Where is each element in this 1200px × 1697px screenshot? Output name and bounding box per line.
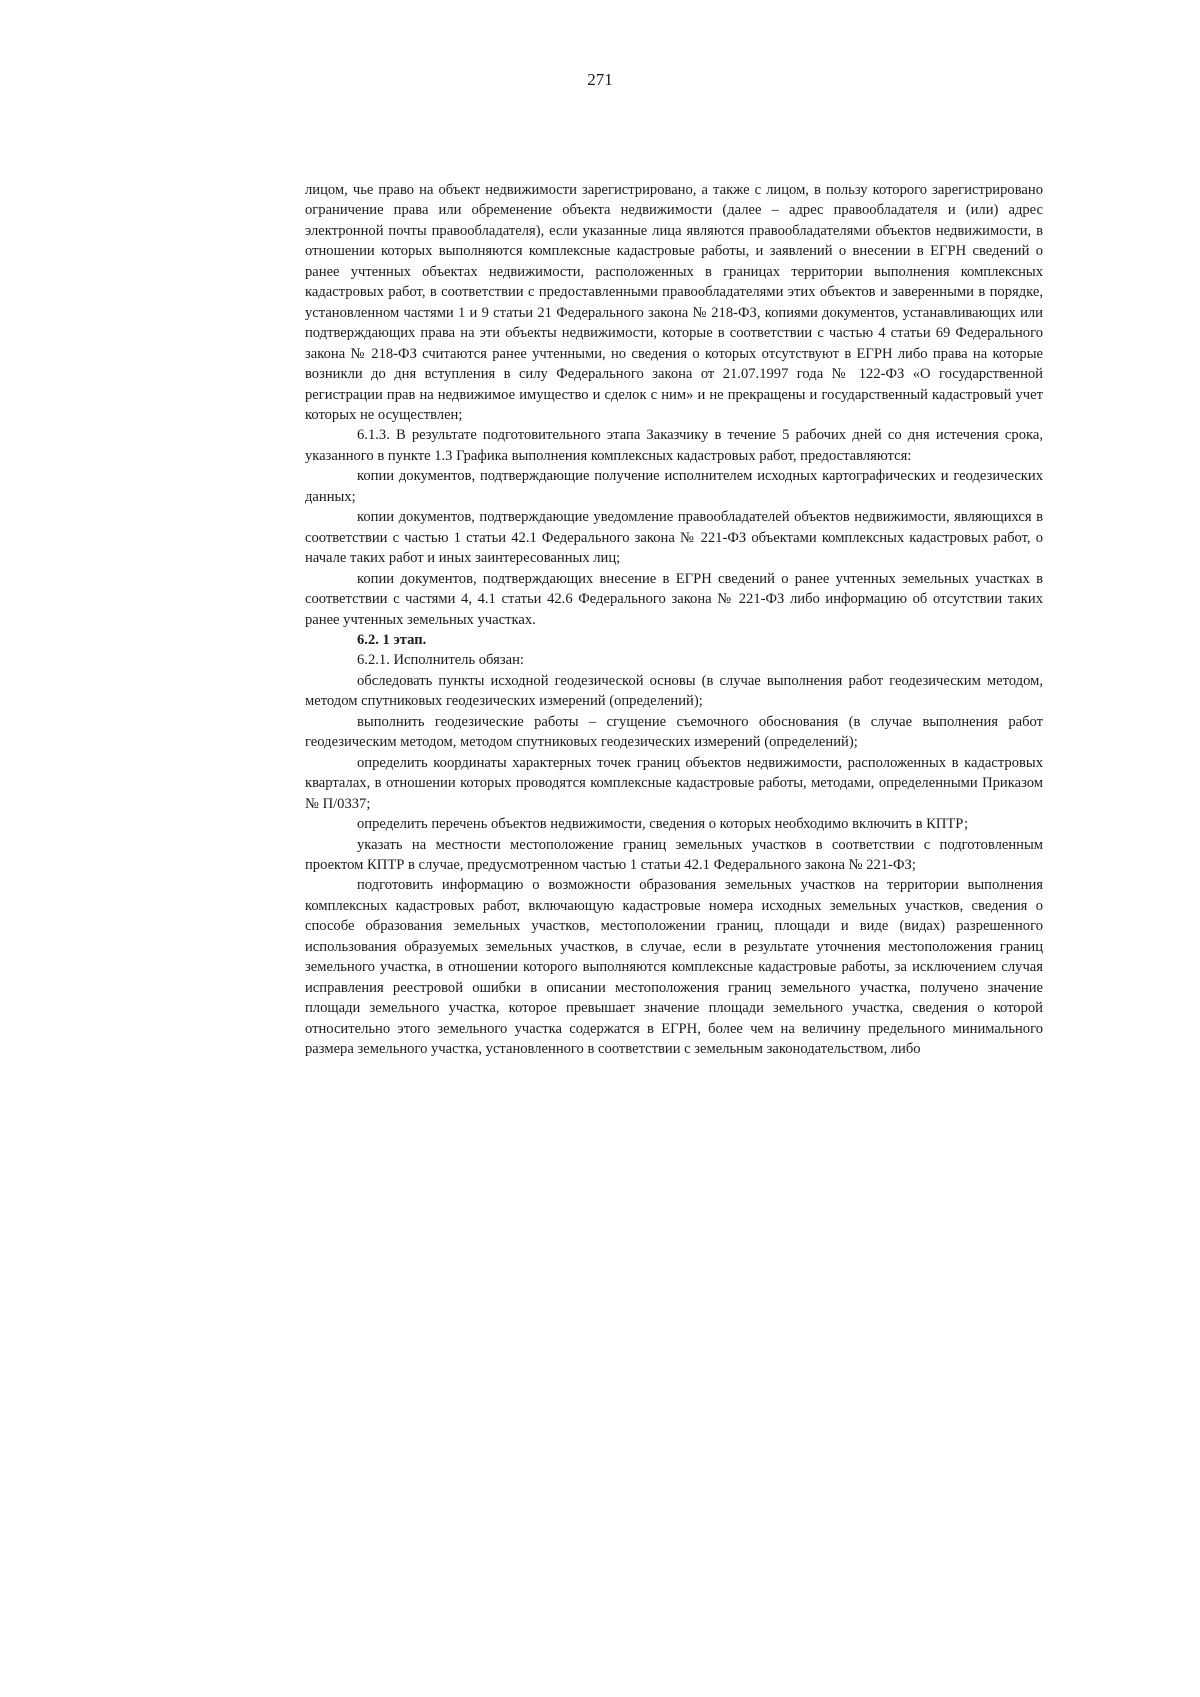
paragraph-item: копии документов, подтверждающих внесение в ЕГРН сведений о ранее учтенных земельных участках в соответствии с частями 4, 4.1 статьи 42.6 Федерального закона № 221-ФЗ либо информацию об отсутствии таких ранее учтенных земельных участках. xyxy=(305,570,1043,628)
paragraph-item: выполнить геодезические работы – сгущение съемочного обоснования (в случае выполнения работ геодезическим методом, методом спутниковых геодезических измерений (определений); xyxy=(305,713,1043,751)
section-heading-6-2: 6.2. 1 этап. xyxy=(357,631,427,648)
document-body xyxy=(305,180,1043,1059)
paragraph-continuation: лицом, чье право на объект недвижимости зарегистрировано, а также с лицом, в пользу которого зарегистрировано ограничение права или обременение объекта недвижимости (далее – адрес правообладателя и (или) адрес электронной почты правообладателя), если указанные лица являются правообладателями объектов недвижимости, в отношении которых выполняются комплексные кадастровые работы, и заявлений о внесении в ЕГРН сведений о ранее учтенных объектах недвижимости, расположенных в границах территории выполнения комплексных кадастровых работ, в соответствии с предоставленными правообладателями этих объектов и заверенными в порядке, установленном частями 1 и 9 статьи 21 Федерального закона № 218-ФЗ, копиями документов, устанавливающих или подтверждающих права на эти объекты недвижимости, которые в соответствии с частью 4 статьи 69 Федерального закона № 218-ФЗ считаются ранее учтенными, но сведения о которых отсутствуют в ЕГРН либо права на которые возникли до дня вступления в силу Федерального закона от 21.07.1997 года № 122-ФЗ «О государственной регистрации прав на недвижимое имущество и сделок с ним» и не прекращены и государственный кадастровый учет которых не осуществлен; xyxy=(305,182,1043,423)
paragraph-6-2-1: 6.2.1. Исполнитель обязан: xyxy=(357,652,524,669)
paragraph-item: копии документов, подтверждающие получение исполнителем исходных картографических и геодезических данных; xyxy=(305,468,1043,505)
paragraph-item: копии документов, подтверждающие уведомление правообладателей объектов недвижимости, являющихся в соответствии с частью 1 статьи 42.1 Федерального закона № 221-ФЗ объектами комплексных кадастровых работ, о начале таких работ и иных заинтересованных лиц; xyxy=(305,509,1043,567)
paragraph-item: обследовать пункты исходной геодезической основы (в случае выполнения работ геодезическим методом, методом спутниковых геодезических измерений (определений); xyxy=(305,672,1043,710)
paragraph-item: подготовить информацию о возможности образования земельных участков на территории выполнения комплексных кадастровых работ, включающую кадастровые номера исходных земельных участков, сведения о способе образования земельных участков, местоположении границ, площади и виде (видах) разрешенного использования образуемых земельных участков, в случае, если в результате уточнения местоположения границ земельного участка, в отношении которого выполняются комплексные кадастровые работы, за исключением случая исправления реестровой ошибки в описании местоположения границ земельного участка, получено значение площади земельного участка, которое превышает значение площади земельного участка, сведения о которой относительно этого земельного участка содержатся в ЕГРН, более чем на величину предельного минимального размера земельного участка, установленного в соответствии с земельным законодательством, либо xyxy=(305,877,1043,1058)
paragraph-item: определить перечень объектов недвижимости, сведения о которых необходимо включить в КПТР; xyxy=(357,816,969,833)
paragraph-item: определить координаты характерных точек границ объектов недвижимости, расположенных в кадастровых кварталах, в отношении которых проводятся комплексные кадастровые работы, методами, определенными Приказом № П/0337; xyxy=(305,754,1043,812)
paragraph-item: указать на местности местоположение границ земельных участков в соответствии с подготовленным проектом КПТР в случае, предусмотренном частью 1 статьи 42.1 Федерального закона № 221-ФЗ; xyxy=(305,836,1043,873)
paragraph-6-1-3: 6.1.3. В результате подготовительного этапа Заказчику в течение 5 рабочих дней со дня истечения срока, указанного в пункте 1.3 Графика выполнения комплексных кадастровых работ, предоставляются: xyxy=(305,427,1043,464)
page-number: 271 xyxy=(587,70,613,89)
